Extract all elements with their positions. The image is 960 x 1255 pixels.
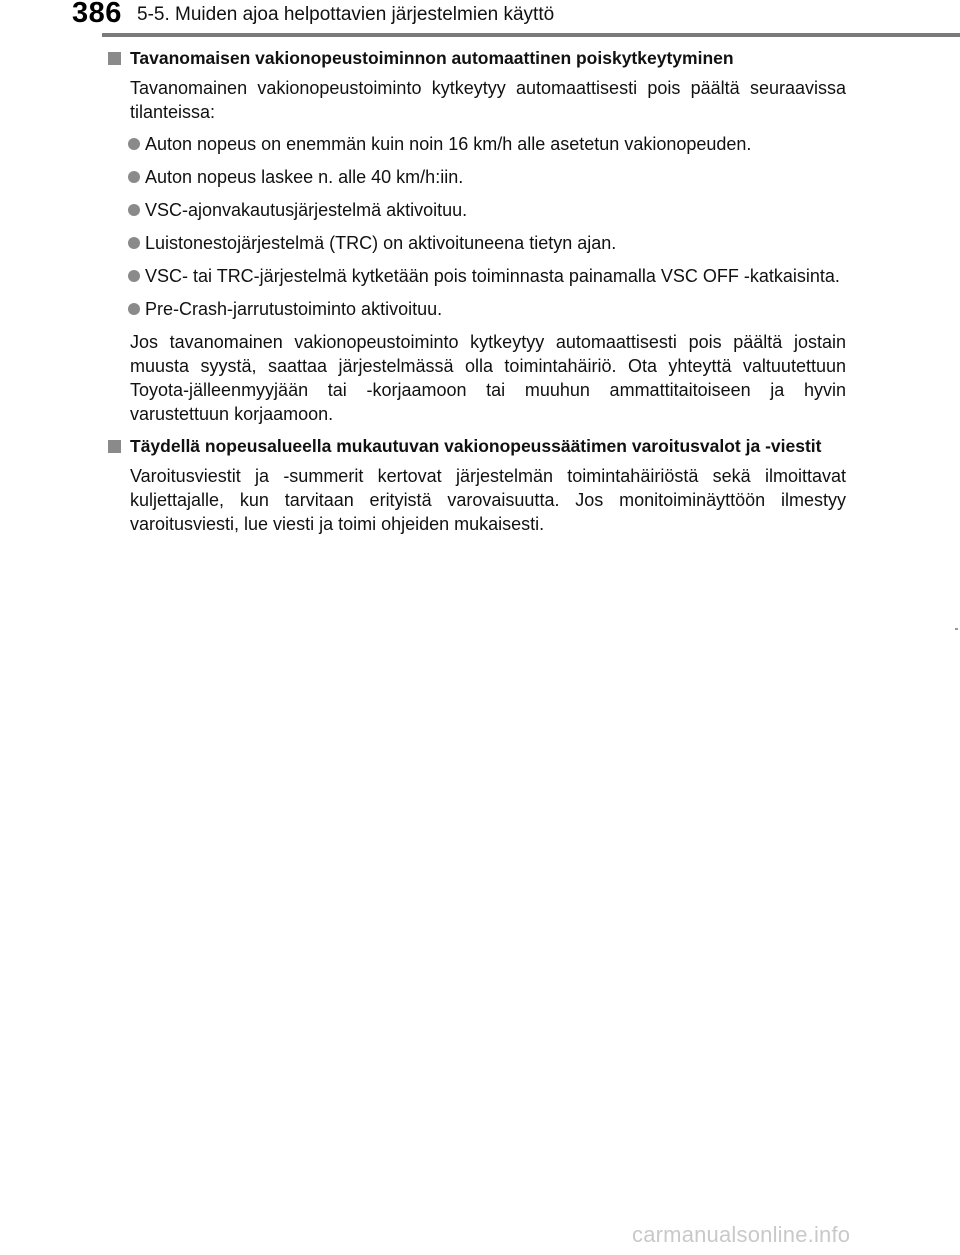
square-bullet-icon bbox=[108, 440, 121, 453]
round-bullet-icon bbox=[128, 171, 140, 183]
list-item bbox=[108, 165, 846, 189]
page-number: 386 bbox=[72, 0, 122, 29]
round-bullet-icon bbox=[128, 204, 140, 216]
round-bullet-icon bbox=[128, 303, 140, 315]
round-bullet-icon bbox=[128, 270, 140, 282]
header-rule bbox=[102, 33, 960, 37]
list-item-text: VSC- tai TRC-järjestelmä kytketään pois toiminnasta painamalla VSC OFF -katkaisinta. bbox=[145, 266, 840, 286]
list-item bbox=[108, 198, 846, 222]
edge-mark bbox=[955, 628, 958, 630]
list-item-text: Luistonestojärjestelmä (TRC) on aktivoituneena tietyn ajan. bbox=[145, 233, 617, 253]
list-item bbox=[108, 231, 846, 255]
list-item-text: Pre-Crash-jarrutustoiminto aktivoituu. bbox=[145, 299, 443, 319]
round-bullet-icon bbox=[128, 138, 140, 150]
list-item bbox=[108, 132, 846, 156]
heading-text: Täydellä nopeusalueella mukautuvan vakionopeussäätimen varoitusvalot ja -viestit bbox=[130, 436, 822, 456]
page-content bbox=[108, 46, 846, 544]
warning-paragraph: Varoitusviestit ja -summerit kertovat järjestelmän toimintahäiriöstä sekä ilmoittavat kuljettajalle, kun tarvitaan erityistä varovaisuutta. Jos monitoiminäyttöön ilmestyy varoitusviesti, lue viesti ja toimi ohjeiden mukaisesti. bbox=[130, 466, 846, 534]
list-item bbox=[108, 297, 846, 321]
section-heading-auto-disengage bbox=[108, 46, 846, 70]
round-bullet-icon bbox=[128, 237, 140, 249]
list-item-text: Auton nopeus laskee n. alle 40 km/h:iin. bbox=[145, 167, 464, 187]
outro-paragraph: Jos tavanomainen vakionopeustoiminto kytkeytyy automaattisesti pois päältä jostain muusta syystä, saattaa järjestelmässä olla toimintahäiriö. Ota yhteyttä valtuutettuun Toyota-jälleenmyyjään tai -korjaamoon tai muuhun ammattitaitoiseen ja hyvin varustettuun korjaamoon. bbox=[130, 332, 846, 424]
section-title: 5-5. Muiden ajoa helpottavien järjestelmien käyttö bbox=[137, 4, 555, 25]
page-header bbox=[0, 0, 960, 40]
square-bullet-icon bbox=[108, 52, 121, 65]
list-item bbox=[108, 264, 846, 288]
list-item-text: Auton nopeus on enemmän kuin noin 16 km/h alle asetetun vakionopeuden. bbox=[145, 134, 752, 154]
intro-paragraph: Tavanomainen vakionopeustoiminto kytkeytyy automaattisesti pois päältä seuraavissa tilanteissa: bbox=[130, 78, 846, 122]
heading-text: Tavanomaisen vakionopeustoiminnon automaattinen poiskytkeytyminen bbox=[130, 48, 734, 68]
footer-watermark: carmanualsonline.info bbox=[632, 1222, 851, 1247]
list-item-text: VSC-ajonvakautusjärjestelmä aktivoituu. bbox=[145, 200, 468, 220]
section-heading-warning-lights bbox=[108, 434, 846, 458]
